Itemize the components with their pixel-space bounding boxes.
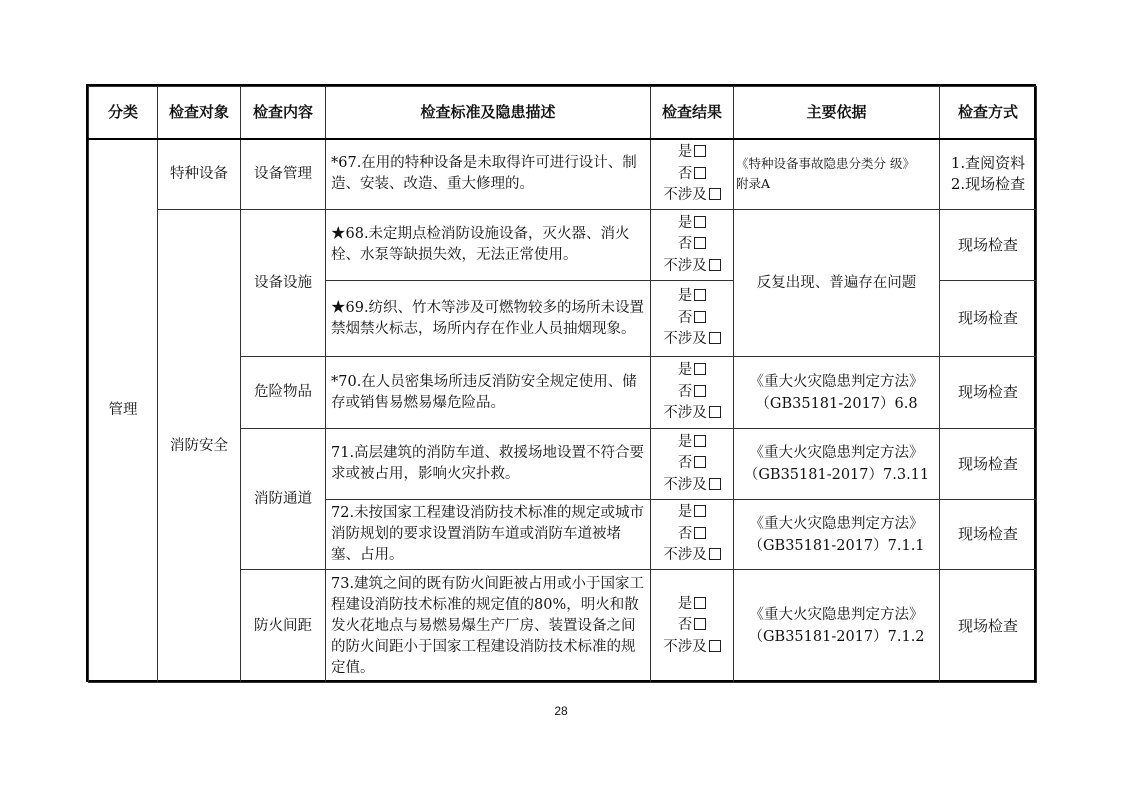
checkbox-no[interactable] [694, 618, 706, 630]
basis-line: （GB35181-2017）7.3.11 [743, 467, 930, 483]
header-content: 检查内容 [241, 87, 326, 139]
header-basis: 主要依据 [734, 87, 940, 139]
basis-cell: 反复出现、普遍存在问题 [734, 210, 940, 357]
checkbox-no[interactable] [694, 237, 706, 249]
result-cell [651, 500, 734, 570]
basis-line: 《特种设备事故隐患分类分 级》 [736, 156, 915, 172]
checkbox-no[interactable] [694, 311, 706, 323]
description-cell: *67.在用的特种设备是未取得许可进行设计、制造、安装、改造、重大修理的。 [326, 139, 651, 210]
checkbox-na[interactable] [709, 548, 721, 560]
option-na-label: 不涉及 [663, 331, 707, 348]
option-yes-label: 是 [677, 288, 693, 305]
checkbox-yes[interactable] [694, 289, 706, 301]
checkbox-na[interactable] [709, 640, 721, 652]
category-cell: 管理 [89, 139, 158, 683]
method-line: 1.查阅资料 [950, 154, 1026, 173]
inspection-table [88, 86, 1037, 683]
header-result: 检查结果 [651, 87, 734, 139]
basis-cell [734, 357, 940, 429]
description-cell: 72.未按国家工程建设消防技术标准的规定或城市消防规划的要求设置消防车道或消防车道被堵塞、占用。 [326, 500, 651, 570]
header-standard: 检查标准及隐患描述 [326, 87, 651, 139]
result-cell [651, 139, 734, 210]
option-na-label: 不涉及 [663, 257, 707, 274]
method-line: 2.现场检查 [950, 175, 1026, 194]
option-no-label: 否 [677, 617, 693, 634]
basis-cell [734, 570, 940, 683]
content-cell: 设备管理 [241, 139, 326, 210]
content-cell: 防火间距 [241, 570, 326, 683]
basis-line: 《重大火灾隐患判定方法》 [749, 373, 924, 390]
basis-line: 附录A [736, 176, 771, 192]
basis-cell [734, 139, 940, 210]
option-no-label: 否 [677, 525, 693, 542]
method-cell: 现场检查 [940, 429, 1037, 500]
option-yes-label: 是 [677, 504, 693, 521]
checkbox-na[interactable] [709, 406, 721, 418]
checkbox-yes[interactable] [694, 505, 706, 517]
table-row [89, 210, 1037, 281]
result-cell [651, 429, 734, 500]
option-yes-label: 是 [677, 214, 693, 231]
method-cell [940, 139, 1037, 210]
description-cell: ★68.未定期点检消防设施设备，灭火器、消火栓、水泵等缺损失效，无法正常使用。 [326, 210, 651, 281]
basis-cell [734, 429, 940, 500]
option-na-label: 不涉及 [663, 638, 707, 655]
description-cell: ★69.纺织、竹木等涉及可燃物较多的场所未设置禁烟禁火标志，场所内存在作业人员抽烟现象。 [326, 281, 651, 357]
table-row [89, 139, 1037, 210]
option-yes-label: 是 [677, 595, 693, 612]
checkbox-na[interactable] [709, 259, 721, 271]
result-cell [651, 281, 734, 357]
checkbox-na[interactable] [709, 478, 721, 490]
object-cell: 特种设备 [158, 139, 241, 210]
checkbox-yes[interactable] [694, 145, 706, 157]
basis-line: 《重大火灾隐患判定方法》 [749, 445, 924, 461]
header-method: 检查方式 [940, 87, 1037, 139]
page-number: 28 [554, 704, 568, 718]
result-cell [651, 570, 734, 683]
option-no-label: 否 [677, 455, 693, 472]
option-yes-label: 是 [677, 362, 693, 379]
checkbox-yes[interactable] [694, 597, 706, 609]
header-object: 检查对象 [158, 87, 241, 139]
method-cell: 现场检查 [940, 500, 1037, 570]
option-na-label: 不涉及 [663, 547, 707, 564]
checkbox-no[interactable] [694, 385, 706, 397]
method-cell: 现场检查 [940, 281, 1037, 357]
basis-line: 《重大火灾隐患判定方法》 [749, 607, 924, 623]
option-yes-label: 是 [677, 433, 693, 450]
basis-cell [734, 500, 940, 570]
checkbox-no[interactable] [694, 456, 706, 468]
basis-line: 《重大火灾隐患判定方法》 [749, 515, 924, 532]
object-cell: 消防安全 [158, 210, 241, 683]
checkbox-yes[interactable] [694, 435, 706, 447]
result-cell [651, 210, 734, 281]
description-cell: *70.在人员密集场所违反消防安全规定使用、储存或销售易燃易爆危险品。 [326, 357, 651, 429]
option-na-label: 不涉及 [663, 187, 707, 203]
checkbox-no[interactable] [694, 167, 706, 179]
basis-line: （GB35181-2017）6.8 [755, 395, 918, 412]
option-no-label: 否 [677, 165, 693, 182]
result-cell [651, 357, 734, 429]
option-no-label: 否 [677, 236, 693, 253]
option-na-label: 不涉及 [663, 476, 707, 493]
content-cell: 消防通道 [241, 429, 326, 570]
content-cell: 设备设施 [241, 210, 326, 357]
checkbox-na[interactable] [709, 188, 721, 200]
description-cell: 73.建筑之间的既有防火间距被占用或小于国家工程建设消防技术标准的规定值的80%，明火和散发火花地点与易燃易爆生产厂房、装置设备之间的防火间距小于国家工程建设消防技术标准的规定值。 [326, 570, 651, 683]
table-header-row [89, 87, 1037, 139]
option-yes-label: 是 [677, 144, 693, 160]
option-no-label: 否 [677, 383, 693, 400]
method-cell: 现场检查 [940, 210, 1037, 281]
option-no-label: 否 [677, 309, 693, 326]
checkbox-yes[interactable] [694, 216, 706, 228]
checkbox-no[interactable] [694, 527, 706, 539]
method-cell: 现场检查 [940, 357, 1037, 429]
basis-line: （GB35181-2017）7.1.2 [748, 629, 925, 645]
option-na-label: 不涉及 [663, 405, 707, 422]
method-cell: 现场检查 [940, 570, 1037, 683]
checkbox-na[interactable] [709, 332, 721, 344]
checkbox-yes[interactable] [694, 363, 706, 375]
content-cell: 危险物品 [241, 357, 326, 429]
description-cell: 71.高层建筑的消防车道、救援场地设置不符合要求或被占用，影响火灾扑救。 [326, 429, 651, 500]
inspection-table-frame [86, 84, 1036, 682]
basis-line: （GB35181-2017）7.1.1 [748, 537, 925, 554]
header-category: 分类 [89, 87, 158, 139]
